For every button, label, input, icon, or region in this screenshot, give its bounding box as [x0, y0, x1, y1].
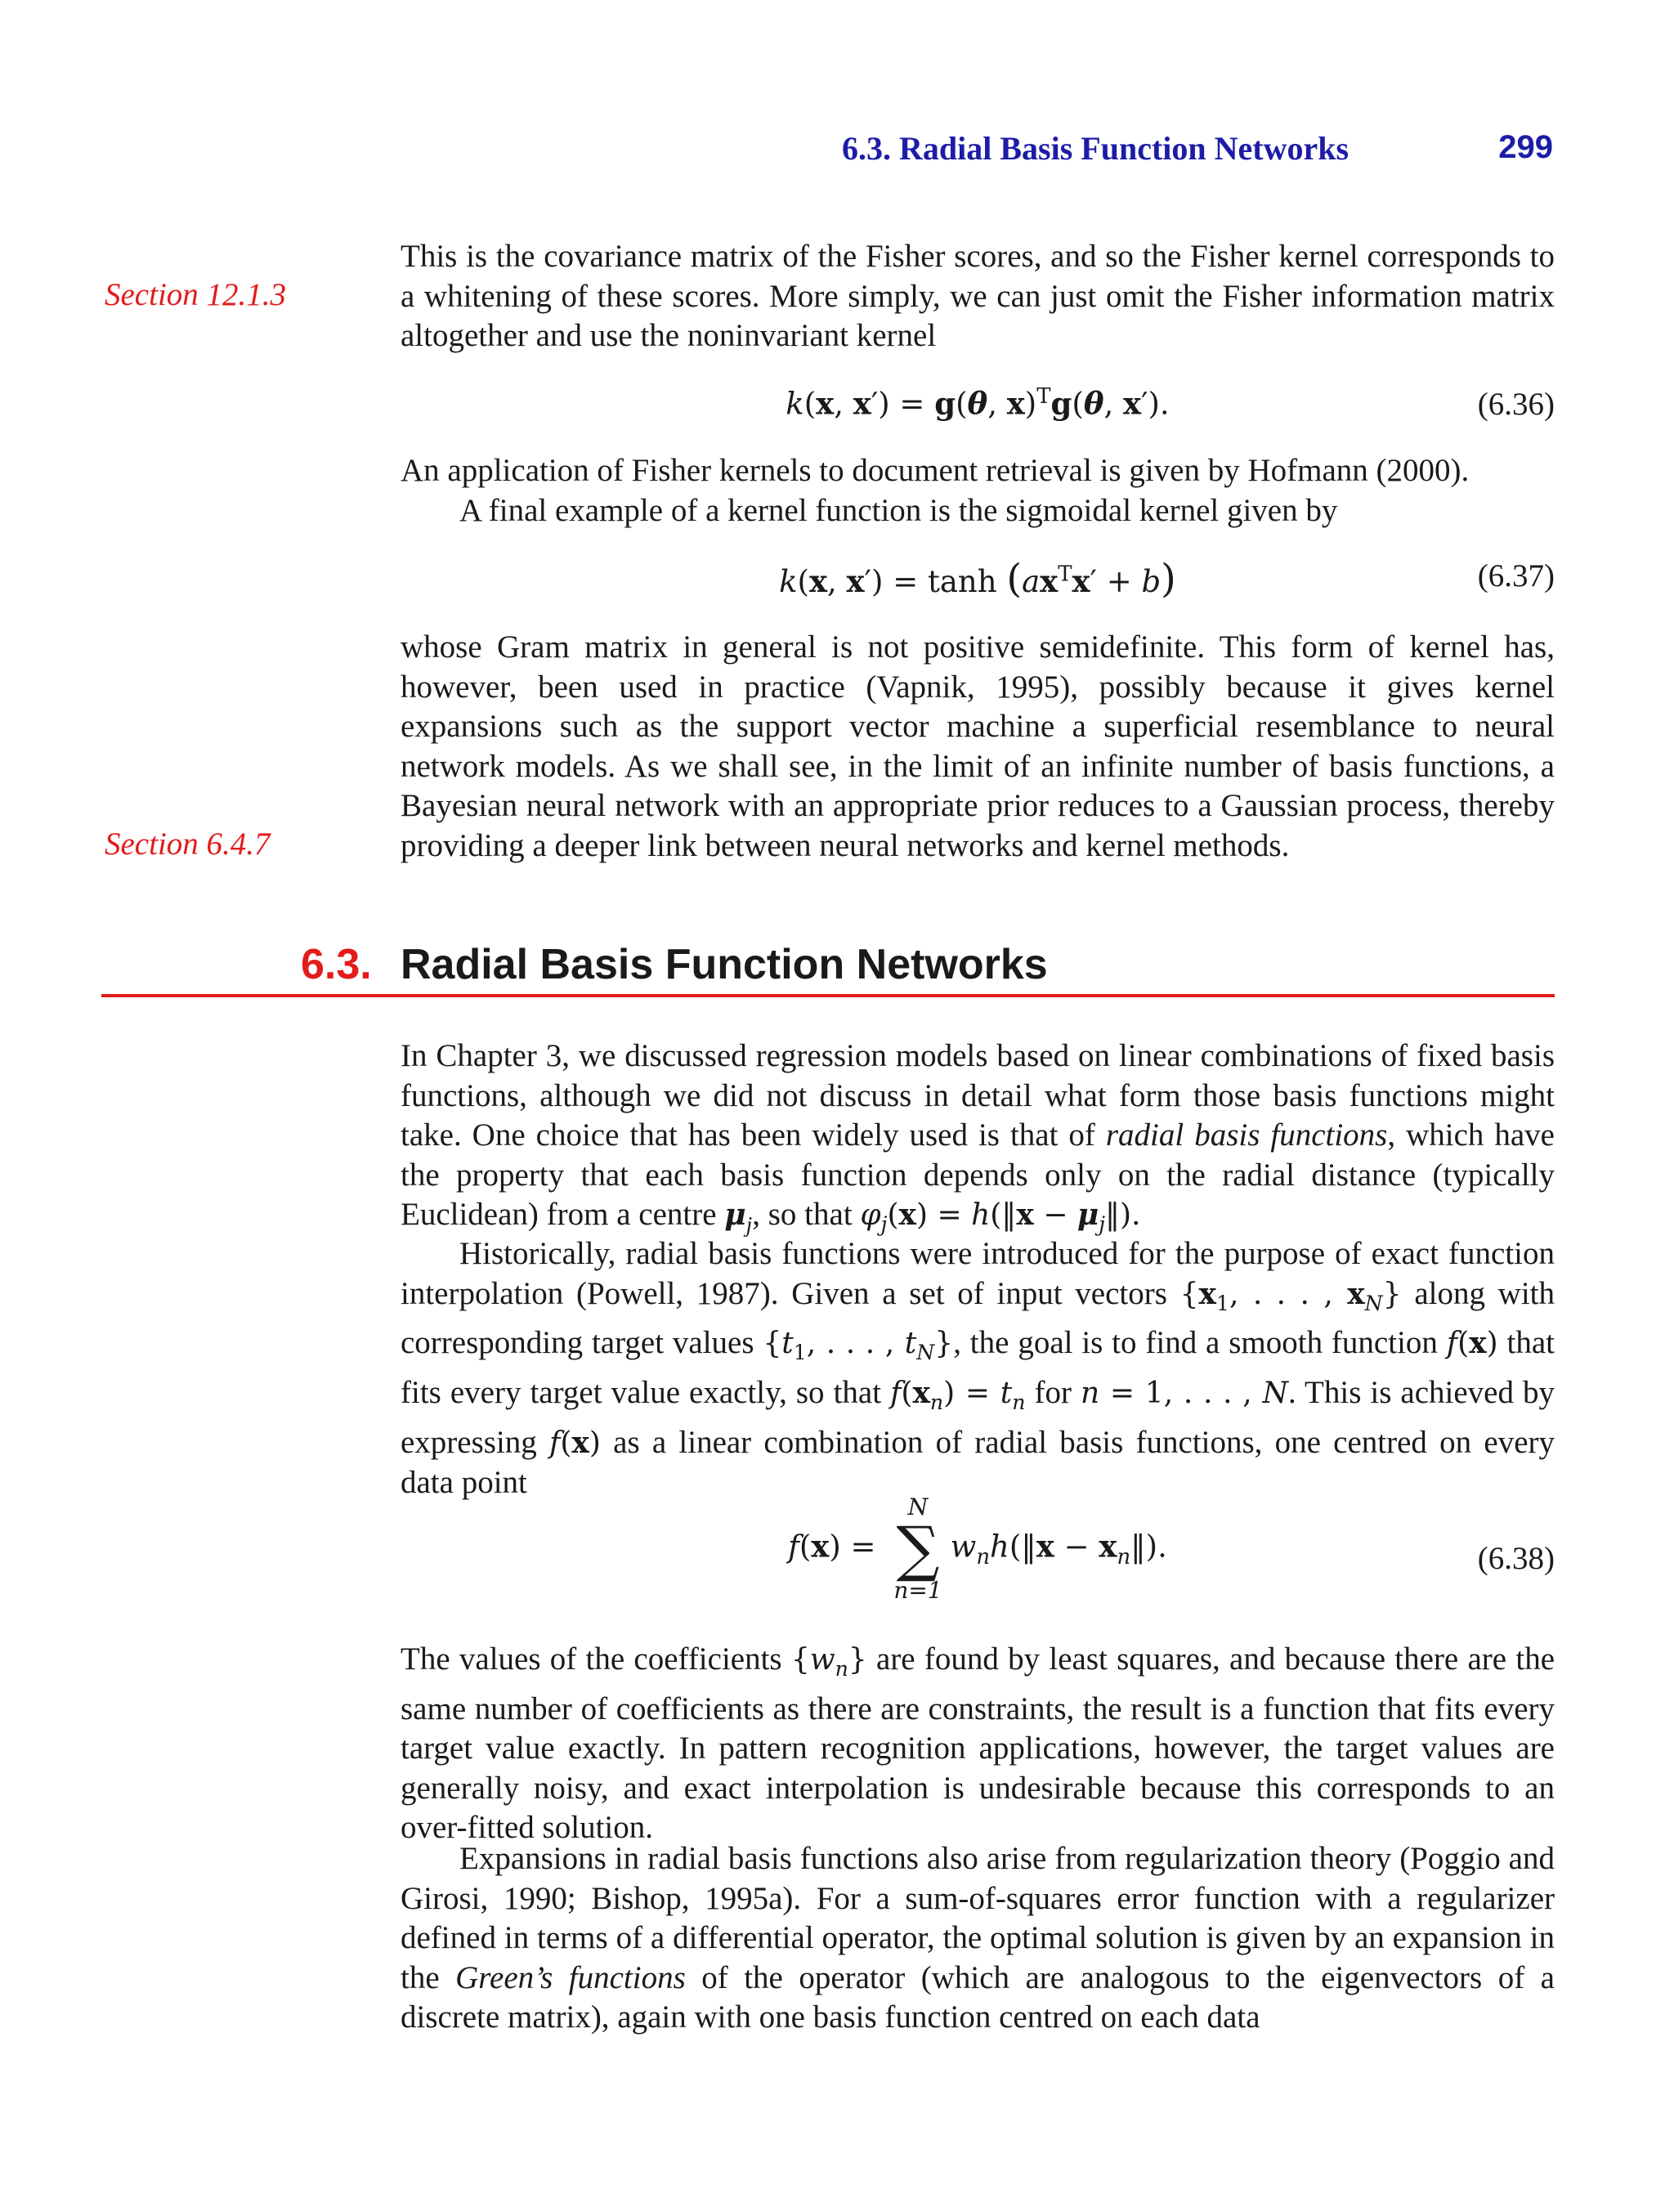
emphasis-radial-basis-functions: radial basis functions: [1105, 1117, 1388, 1153]
paragraph-rbf-intro: [401, 1037, 1555, 1245]
section-rule: [101, 994, 1555, 997]
running-header-title: 6.3. Radial Basis Function Networks: [842, 130, 1349, 167]
equation-number: (6.36): [1477, 387, 1555, 422]
paragraph-text: Expansions in radial basis functions also arise from regularization theory (Poggio and Girosi, 1990; Bishop, 1995a). For a sum-of-squares error function with a regularizer defined in terms of a differential operator, the optimal solution is given by an expansion in the Green’s functions of the operator (which are analogous to the eigenvectors of a discrete matrix), again with one basis function centred on each data: [401, 1841, 1555, 2035]
paragraph-fisher-application: [401, 451, 1555, 531]
equation-6-36: [401, 384, 1555, 433]
equation-body: k(x, $x') = \tanh (ax^Tx' + b)$: [779, 556, 1176, 602]
paragraph-text: The values of the coefficients $\{w_n\}$ are found by least squares, and because there are the same number of coefficients as there are constraints, the result is a function that fits every target value exactly. In pattern recognition applications, however, the target values are generally noisy, and exact interpolation is undesirable because this corresponds to an over-fitted solution.: [401, 1641, 1555, 1846]
equation-6-37: [401, 556, 1555, 605]
equation-6-38: [401, 1494, 1555, 1617]
margin-note-section-6-4-7[interactable]: Section 6.4.7: [105, 826, 271, 862]
section-number: 6.3.: [301, 941, 372, 988]
paragraph-line-1: An application of Fisher kernels to document retrieval is given by Hofmann (2000).: [401, 453, 1470, 488]
paragraph-text: This is the covariance matrix of the Fisher scores, and so the Fisher kernel corresponds to a whitening of these scores. More simply, we can just omit the Fisher information matrix altogether and use the noninvariant kernel: [401, 239, 1555, 353]
paragraph-line-2: A final example of a kernel function is the sigmoidal kernel given by: [459, 492, 1338, 528]
paragraph-regularization: [401, 1839, 1555, 2038]
paragraph-text: whose Gram matrix in general is not positive semidefinite. This form of kernel has, however, been used in practice (Vapnik, 1995), possibly because it gives kernel expansions such as the support vector machine a superficial resemblance to neural network models. As we shall see, in the limit of an infinite number of basis functions, a Bayesian neural network with an appropriate prior reduces to a Gaussian process, thereby providing a deeper link between neural networks and kernel methods.: [401, 629, 1555, 863]
equation-body: f(x) = N ∑ n=1 $w_nh(‖x$ − $x_n‖$).: [788, 1493, 1167, 1604]
margin-note-section-12-1-3[interactable]: Section 12.1.3: [105, 277, 287, 312]
paragraph-fisher-scores: [401, 237, 1555, 356]
equation-body: k(x, x′) = g(θ, x)$^T$g(θ, x′).: [786, 384, 1170, 422]
paragraph-text: Historically, radial basis functions were introduced for the purpose of exact function interpolation (Powell, 1987). Given a set of input vectors {$x_1$, . . . , $x_N$} along with corresponding target values {$t_1$, . . . , $t_N$}, the goal is to find a smooth function f(x) that fits every target value exactly, so that $f(x_n) = t_n$ for n = 1, . . . , N. This is achieved by expressing f(x) as a linear combination of radial basis functions, one centred on every data point: [401, 1236, 1555, 1501]
paragraph-exact-interpolation: [401, 1234, 1555, 1503]
paragraph-coefficients: [401, 1640, 1555, 1848]
equation-number: (6.37): [1477, 558, 1555, 593]
paragraph-text: In Chapter 3, we discussed regression models based on linear combinations of fixed basis functions, although we did not discuss in detail what form those basis functions might take. One choice that has been widely used is that of radial basis functions, which have the property that each basis function depends only on the radial distance (typically Euclidean) from a centre $\mu_j$, so that $\varphi_j(x)$ = h(‖x − $\mu_j‖$).: [401, 1038, 1555, 1237]
summation-symbol: N ∑ n=1: [893, 1493, 942, 1604]
equation-number: (6.38): [1477, 1541, 1555, 1576]
paragraph-gram-matrix: [401, 628, 1555, 866]
emphasis-greens-functions: Green’s functions: [455, 1959, 686, 1995]
page-number: 299: [1498, 129, 1553, 165]
section-title: Radial Basis Function Networks: [401, 941, 1048, 988]
